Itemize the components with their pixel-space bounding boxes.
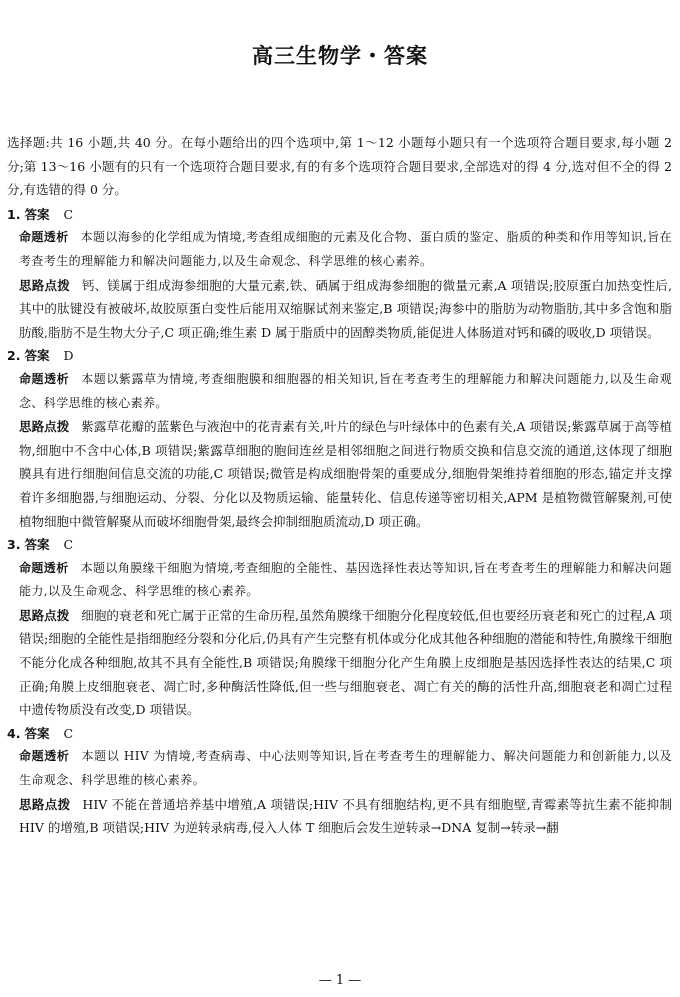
analysis-paragraph (7, 226, 672, 273)
answer-label: 答案 (24, 537, 50, 553)
question-header (7, 533, 672, 557)
analysis-text: 本题以角膜缘干细胞为情境,考查细胞的全能性、基因选择性表达等知识,旨在考查考生的理解能力和解决问题能力,以及生命观念、科学思维的核心素养。 (19, 560, 673, 599)
analysis-text: 本题以海参的化学组成为情境,考查组成细胞的元素及化合物、蛋白质的鉴定、脂质的种类和作用等知识,旨在考查考生的理解能力和解决问题能力,以及生命观念、科学思维的核心素养。 (19, 230, 673, 268)
analysis-label: 命题透析 (19, 230, 69, 245)
question-number: 1. (7, 206, 21, 222)
approach-paragraph (7, 793, 672, 840)
question-block-4 (7, 722, 672, 840)
approach-text: 钙、镁属于组成海参细胞的大量元素,铁、硒属于组成海参细胞的微量元素,A 项错误;胶原蛋白加热变性后,其中的肽键没有被破坏,故胶原蛋白变性后能用双缩脲试剂来鉴定,B 项错误;海参中的脂肪为动物脂肪,其中多含饱和脂肪酸,脂肪不是生物大分子,C 项正确;维生素 D 属于脂质中的固醇类物质,能促进人体肠道对钙和磷的吸收,D 项错误。 (19, 277, 672, 340)
question-number: 2. (7, 348, 21, 364)
approach-text: HIV 不能在普通培养基中增殖,A 项错误;HIV 不具有细胞结构,更不具有细胞壁,青霉素等抗生素不能抑制 HIV 的增殖,B 项错误;HIV 为逆转录病毒,侵入人体 T 细胞后会发生逆转录→DNA 复制→转录→翻 (19, 796, 672, 836)
approach-text: 紫露草花瓣的蓝紫色与液泡中的花青素有关,叶片的绿色与叶绿体中的色素有关,A 项错误;紫露草属于高等植物,细胞中不含中心体,B 项错误;紫露草细胞的胞间连丝是相邻细胞之间进行物质交换和信息交流的通道,这体现了细胞膜具有进行细胞间信息交流的功能,C 项错误;微管是构成细胞骨架的重要成分,细胞骨架维持着细胞的形态,锚定并支撑着许多细胞器,与细胞运动、分裂、分化以及物质运输、能量转化、信息传递等密切相关,APM 是植物微管解聚剂,可使植物细胞中微管解聚从而破坏细胞骨架,最终会抑制细胞质流动,D 项正确。 (19, 419, 672, 529)
approach-paragraph (7, 604, 672, 722)
question-block-1 (7, 203, 672, 345)
approach-label: 思路点拨 (19, 419, 70, 435)
answer-value: C (63, 725, 74, 741)
question-number: 3. (7, 537, 21, 553)
answer-label: 答案 (24, 206, 50, 222)
question-header (7, 722, 672, 746)
approach-label: 思路点拨 (19, 607, 70, 623)
answer-content (7, 131, 672, 840)
analysis-label: 命题透析 (19, 749, 70, 764)
approach-text: 细胞的衰老和死亡属于正常的生命历程,虽然角膜缘干细胞分化程度较低,但也要经历衰老和死亡的过程,A 项错误;细胞的全能性是指细胞经分裂和分化后,仍具有产生完整有机体或分化成其他各种细胞的潜能和特性,角膜缘干细胞不能分化成各种细胞,故其不具有全能性,B 项错误;角膜缘干细胞分化产生角膜上皮细胞是基因选择性表达的结果,C 项正确;角膜上皮细胞衰老、凋亡时,多种酶活性降低,但一些与细胞衰老、凋亡有关的酶的活性升高,细胞衰老和凋亡过程中遗传物质没有改变,D 项错误。 (19, 607, 672, 718)
analysis-text: 本题以 HIV 为情境,考查病毒、中心法则等知识,旨在考查考生的理解能力、解决问题能力和创新能力,以及生命观念、科学思维的核心素养。 (19, 749, 672, 788)
question-header (7, 203, 672, 227)
analysis-paragraph (7, 557, 672, 604)
page-title: 高三生物学・答案 (252, 44, 428, 68)
answer-value: C (63, 537, 74, 553)
analysis-text: 本题以紫露草为情境,考查细胞膜和细胞器的相关知识,旨在考查考生的理解能力和解决问题能力,以及生命观念、科学思维的核心素养。 (19, 371, 672, 410)
answer-value: D (63, 348, 74, 364)
question-block-3 (7, 533, 672, 722)
approach-label: 思路点拨 (19, 796, 71, 812)
analysis-paragraph (7, 745, 672, 792)
question-header (7, 344, 672, 368)
question-number: 4. (7, 725, 21, 741)
approach-paragraph (7, 415, 672, 533)
analysis-label: 命题透析 (19, 371, 70, 386)
approach-paragraph (7, 274, 672, 345)
answer-label: 答案 (24, 725, 50, 741)
approach-label: 思路点拨 (19, 277, 70, 293)
analysis-paragraph (7, 368, 672, 415)
question-block-2 (7, 344, 672, 533)
answer-label: 答案 (24, 348, 50, 364)
answer-value: C (63, 206, 74, 222)
instructions-paragraph: 选择题:共 16 小题,共 40 分。在每小题给出的四个选项中,第 1～12 小题每小题只有一个选项符合题目要求,每小题 2 分;第 13～16 小题有的只有一个选项符合题目要求,有的有多个选项符合题目要求,全部选对的得 4 分,选对但不全的得 2 分,有选错的得 0 分。 (7, 135, 672, 198)
page-number: — 1 — (318, 973, 362, 988)
analysis-label: 命题透析 (19, 560, 69, 575)
